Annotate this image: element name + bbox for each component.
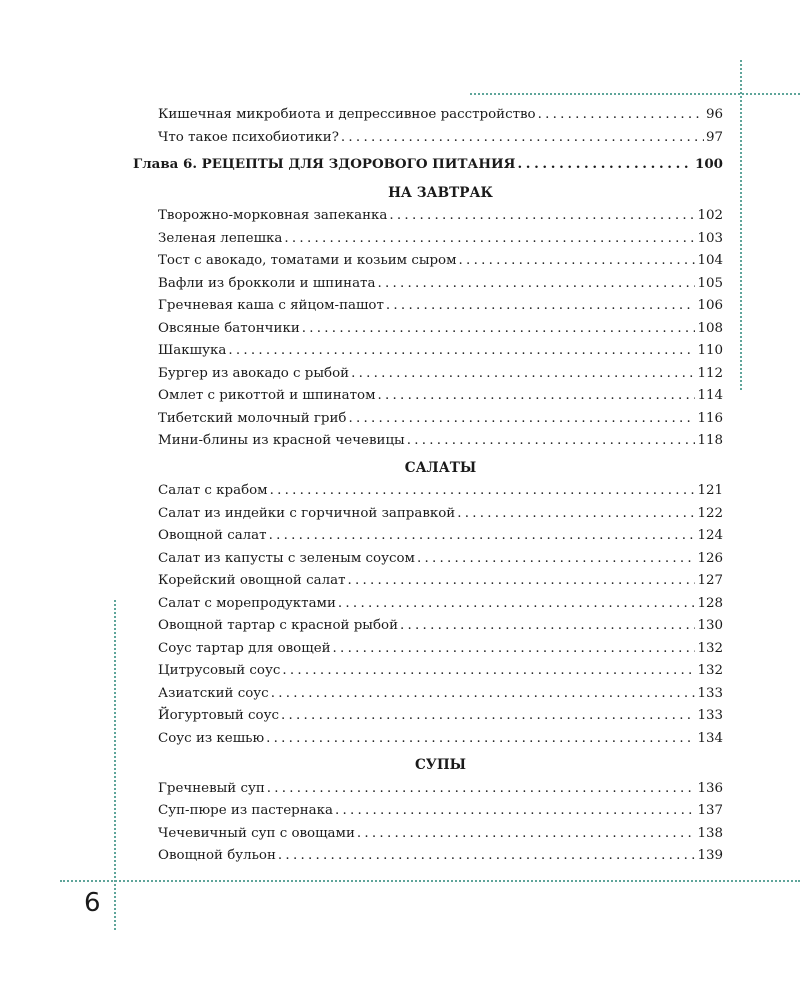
dot-leader	[228, 341, 695, 361]
toc-entry-row[interactable]	[158, 549, 723, 569]
toc-entry-row[interactable]	[158, 206, 723, 226]
toc-entry-row[interactable]	[158, 481, 723, 501]
toc-entry-title: Цитрусовый соус	[158, 663, 281, 678]
toc-entry-page: 121	[697, 483, 723, 498]
dot-leader	[400, 616, 695, 636]
toc-entry-title: Салат из капусты с зеленым соусом	[158, 550, 415, 566]
toc-entry-row[interactable]	[158, 846, 723, 866]
dot-leader	[333, 639, 696, 659]
toc-entry-row[interactable]	[158, 616, 723, 636]
dot-leader	[266, 729, 695, 749]
toc-entry-page: 114	[697, 388, 723, 403]
toc-entry-page: 100	[695, 156, 723, 172]
section-heading: САЛАТЫ	[404, 459, 477, 476]
dot-leader	[417, 549, 696, 569]
toc-entry-page: 97	[705, 129, 723, 145]
toc-entry-row[interactable]	[158, 801, 723, 821]
toc-entry-row[interactable]	[158, 729, 723, 749]
toc-entry-row[interactable]	[158, 504, 723, 524]
section-heading: НА ЗАВТРАК	[388, 184, 493, 201]
toc-entry-title: Овощной бульон	[158, 848, 276, 863]
dot-leader	[269, 526, 696, 546]
toc-entry-row[interactable]	[158, 431, 723, 451]
toc-entry-row[interactable]	[158, 409, 723, 429]
dot-leader	[348, 409, 695, 429]
dot-leader	[378, 386, 696, 406]
dot-leader	[386, 296, 696, 316]
dot-leader	[284, 229, 695, 249]
dot-leader	[282, 661, 695, 681]
toc-entry-page: 96	[705, 107, 723, 122]
toc-entry-page: 118	[697, 433, 723, 448]
toc-entry-title: Овощной тартар с красной рыбой	[158, 618, 399, 633]
toc-entry-title: Салат с морепродуктами	[158, 595, 336, 611]
section-heading: СУПЫ	[414, 757, 467, 773]
toc-entry-page: 126	[697, 550, 723, 566]
toc-entry-title: Азиатский соус	[158, 685, 269, 701]
toc-entry-title: Кишечная микробиота и депрессивное расстройство	[158, 107, 536, 122]
toc-entry-title: Корейский овощной салат	[158, 573, 346, 588]
dot-leader	[517, 154, 693, 174]
toc-entry-title: Вафли из брокколи и шпината	[158, 275, 376, 291]
toc-entry-row[interactable]	[158, 105, 723, 125]
toc-entry-title: Салат с крабом	[158, 483, 268, 498]
toc-entry-title: Йогуртовый соус	[158, 708, 279, 723]
toc-entry-title: Мини-блины из красной чечевицы	[158, 433, 405, 448]
toc-entry-title: Творожно-морковная запеканка	[158, 208, 388, 223]
dot-leader	[459, 251, 696, 271]
toc-entry-page: 116	[697, 410, 723, 426]
toc-entry-page: 105	[697, 275, 723, 291]
toc-entry-row[interactable]	[158, 639, 723, 659]
toc-entry-title: Омлет с рикоттой и шпинатом	[158, 388, 376, 403]
toc-entry-page: 139	[697, 848, 723, 863]
toc-entry-row[interactable]	[158, 706, 723, 726]
toc-entry-title: Тибетский молочный гриб	[158, 410, 347, 426]
toc-entry-title: Гречневый суп	[158, 780, 265, 796]
dot-leader	[267, 779, 696, 799]
toc-entry-row[interactable]	[158, 779, 723, 799]
dot-leader	[341, 128, 704, 148]
dot-leader	[357, 824, 696, 844]
toc-entry-page: 122	[697, 505, 723, 521]
toc-entry-row[interactable]	[158, 364, 723, 384]
toc-entry-row[interactable]	[158, 594, 723, 614]
dot-leader	[407, 431, 696, 451]
toc-chapter-row[interactable]	[133, 154, 723, 174]
toc-entry-title: Соус тартар для овощей	[158, 640, 331, 656]
toc-entry-page: 127	[697, 573, 723, 588]
toc-entry-page: 132	[697, 640, 723, 656]
toc-entry-page: 110	[697, 343, 723, 358]
dot-leader	[338, 594, 696, 614]
dot-leader	[538, 105, 704, 125]
toc-entry-title: Овсяные батончики	[158, 320, 300, 336]
page-number: 6	[84, 888, 101, 918]
toc-entry-row[interactable]	[158, 824, 723, 844]
toc-entry-page: 103	[697, 230, 723, 246]
toc-entry-title: Тост с авокадо, томатами и козьим сыром	[158, 253, 457, 268]
toc-entry-row[interactable]	[158, 386, 723, 406]
toc-entry-row[interactable]	[158, 661, 723, 681]
toc-entry-row[interactable]	[158, 526, 723, 546]
toc-entry-page: 136	[697, 780, 723, 796]
toc-entry-page: 138	[697, 825, 723, 841]
toc-entry-title: Гречневая каша с яйцом-пашот	[158, 298, 384, 313]
dot-leader	[389, 206, 695, 226]
dot-leader	[281, 706, 695, 726]
toc-entry-row[interactable]	[158, 274, 723, 294]
toc-entry-title: Суп-пюре из пастернака	[158, 803, 333, 818]
toc-entry-title: Глава 6. РЕЦЕПТЫ ДЛЯ ЗДОРОВОГО ПИТАНИЯ	[133, 156, 516, 172]
toc-entry-title: Бургер из авокадо с рыбой	[158, 365, 350, 381]
toc-entry-row[interactable]	[158, 684, 723, 704]
toc-entry-row[interactable]	[158, 341, 723, 361]
toc-entry-page: 102	[697, 208, 723, 223]
dot-leader	[347, 571, 695, 591]
dot-leader	[302, 319, 696, 339]
dot-leader	[457, 504, 695, 524]
toc-entry-title: Соус из кешью	[158, 730, 265, 746]
toc-entry-page: 133	[697, 708, 723, 723]
toc-entry-page: 106	[697, 298, 723, 313]
toc-entry-title: Салат из индейки с горчичной заправкой	[158, 505, 456, 521]
dot-leader	[278, 846, 696, 866]
toc-entry-title: Чечевичный суп с овощами	[158, 825, 355, 841]
toc-entry-title: Зеленая лепешка	[158, 230, 283, 246]
toc-entry-page: 132	[697, 663, 723, 678]
toc-entry-page: 130	[697, 618, 723, 633]
toc-entry-row[interactable]	[158, 128, 723, 148]
dot-leader	[271, 684, 696, 704]
toc-entry-title: Овощной салат	[158, 528, 267, 543]
toc-entry-title: Что такое психобиотики?	[158, 129, 339, 145]
toc-entry-page: 108	[697, 320, 723, 336]
toc-entry-page: 137	[697, 803, 723, 818]
toc-entry-row[interactable]	[158, 251, 723, 271]
toc-entry-page: 104	[697, 253, 723, 268]
toc-entry-row[interactable]	[158, 571, 723, 591]
toc-entry-page: 128	[697, 595, 723, 611]
dot-leader	[335, 801, 695, 821]
toc-entry-title: Шакшука	[158, 343, 227, 358]
toc-entry-row[interactable]	[158, 296, 723, 316]
toc-entry-page: 133	[697, 685, 723, 701]
toc-entry-row[interactable]	[158, 319, 723, 339]
toc-entry-row[interactable]	[158, 229, 723, 249]
dot-leader	[377, 274, 695, 294]
dot-leader	[351, 364, 695, 384]
toc-entry-page: 134	[697, 730, 723, 746]
dot-leader	[270, 481, 696, 501]
toc-entry-page: 112	[697, 365, 723, 381]
toc-entry-page: 124	[697, 528, 723, 543]
